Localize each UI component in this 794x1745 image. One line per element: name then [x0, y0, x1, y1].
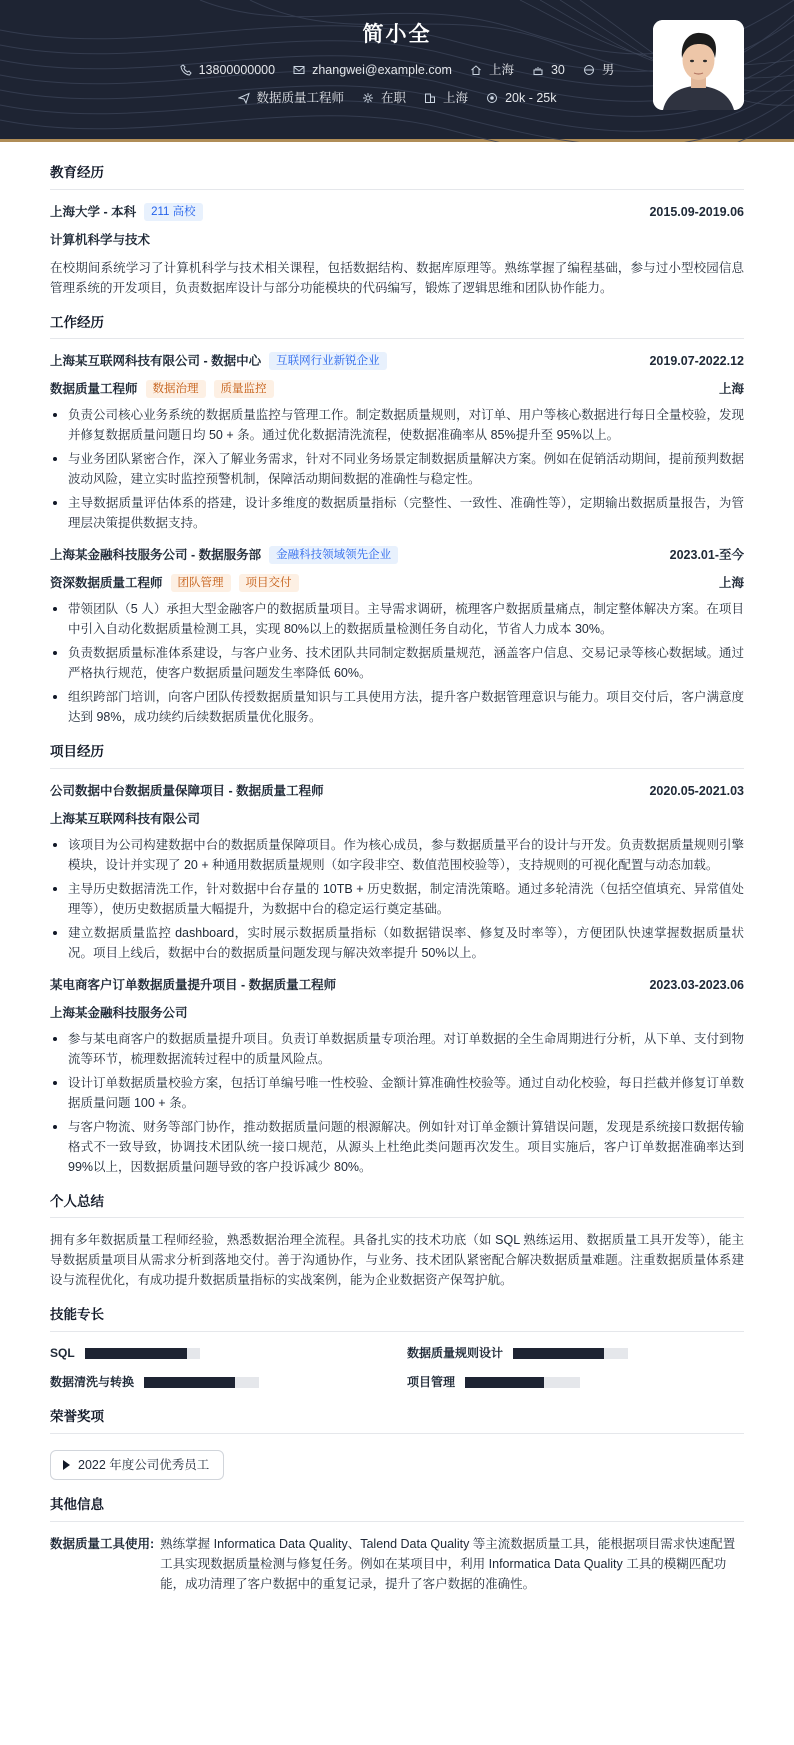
- skill-bar: [144, 1377, 259, 1388]
- role-name: 数据质量工程师: [50, 382, 138, 397]
- candidate-name: 简小全: [362, 23, 432, 46]
- send-icon: [238, 92, 250, 104]
- education-entry: [50, 202, 744, 298]
- work-date: 2023.01-至今: [669, 548, 744, 563]
- work-bullets: [50, 599, 744, 727]
- bullet-item: 主导历史数据清洗工作，针对数据中台存量的 10TB + 历史数据，制定清洗策略。通过多轮清洗（包括空值填充、异常值处理等），使历史数据质量大幅提升，为数据中台的稳定运行奠定基础。: [50, 879, 744, 919]
- salary-icon: [486, 92, 498, 104]
- email-item: [293, 60, 452, 80]
- company-name: 上海某金融科技服务公司 - 数据服务部: [50, 548, 262, 563]
- work-bullets: [50, 405, 744, 533]
- skill-bar: [85, 1348, 200, 1359]
- skill-item: [407, 1344, 744, 1363]
- skills-section: [50, 1304, 744, 1392]
- resume-header: [0, 0, 794, 142]
- project-date: 2020.05-2021.03: [649, 783, 744, 798]
- status-item: [362, 88, 406, 108]
- work-date: 2019.07-2022.12: [649, 354, 744, 369]
- skills-title: 技能专长: [50, 1304, 744, 1332]
- position-text: 数据质量工程师: [256, 91, 345, 105]
- work-entry: [50, 545, 744, 727]
- company-tag: 金融科技领域领先企业: [269, 546, 398, 564]
- major: 计算机科学与技术: [50, 232, 151, 247]
- bullet-item: 建立数据质量监控 dashboard，实时展示数据质量指标（如数据错误率、修复及时率等），方便团队快速掌握数据质量状况。项目上线后，数据中台的数据质量问题发现与解决效率提升 50%以上。: [50, 923, 744, 963]
- avatar-portrait: [653, 20, 744, 110]
- education-title: 教育经历: [50, 162, 744, 190]
- project-head: [50, 975, 744, 995]
- skill-item: [50, 1344, 387, 1363]
- work-section: [50, 312, 744, 728]
- skill-item: [407, 1373, 744, 1392]
- summary-title: 个人总结: [50, 1191, 744, 1219]
- profile-photo: [653, 20, 744, 110]
- skill-name: 数据质量规则设计: [407, 1345, 504, 1360]
- home-icon: [470, 64, 482, 76]
- bullet-item: 与客户物流、财务等部门协作，推动数据质量问题的根源解决。例如针对订单金额计算错误问题，发现是系统接口数据传输格式不一致导致，协调技术团队统一接口规范，从源头上杜绝此类问题再次发生。项目实施后，客户订单数据准确率达到 99%以上，因数据质量问题导致的客户投诉减少 80%。: [50, 1117, 744, 1177]
- project-bullets: [50, 835, 744, 963]
- awards-section: [50, 1406, 744, 1480]
- position-item: [238, 88, 345, 108]
- skill-bar-fill: [85, 1348, 187, 1359]
- work-role-row: [50, 379, 744, 399]
- school-name: 上海大学 - 本科: [50, 204, 137, 219]
- projects-title: 项目经历: [50, 741, 744, 769]
- skills-grid: [50, 1344, 744, 1392]
- skill-bar-fill: [144, 1377, 235, 1388]
- summary-text: 拥有多年数据质量工程师经验，熟悉数据治理全流程。具备扎实的技术功底（如 SQL 熟练运用、数据质量工具开发等），能主导数据质量项目从需求分析到落地交付。善于沟通协作，与业务、技术团队紧密配合解决数据质量难题。注重数据质量体系建设与流程优化，有成功提升数据质量指标的实战案例，能为企业数据资产保驾护航。: [50, 1233, 744, 1288]
- work-head: [50, 545, 744, 565]
- mail-icon: [293, 64, 305, 76]
- skill-name: 数据清洗与转换: [50, 1375, 135, 1390]
- skill-name: 项目管理: [407, 1375, 456, 1390]
- bullet-item: 负责公司核心业务系统的数据质量监控与管理工作。制定数据质量规则，对订单、用户等核心数据进行每日全量校验，发现并修复数据质量问题日均 50 + 条。通过优化数据清洗流程，使数据准确率从 85%提升至 95%以上。: [50, 405, 744, 445]
- award-text: 2022 年度公司优秀员工: [78, 1457, 210, 1472]
- role-tag: 项目交付: [239, 574, 299, 592]
- salary-text: 20k - 25k: [505, 91, 557, 105]
- work-location: 上海: [718, 382, 744, 397]
- bullet-item: 参与某电商客户的数据质量提升项目。负责订单数据质量专项治理。对订单数据的全生命周期进行分析，从下单、支付到物流等环节，梳理数据流转过程中的质量风险点。: [50, 1029, 744, 1069]
- work-entry: [50, 351, 744, 533]
- home-item: [470, 60, 514, 80]
- city-text: 上海: [443, 91, 469, 105]
- education-date: 2015.09-2019.06: [649, 204, 744, 219]
- age-text: 30: [550, 63, 565, 77]
- other-value: 熟练掌握 Informatica Data Quality、Talend Data Quality 等主流数据质量工具，能根据项目需求快速配置工具实现数据质量检测与修复任务。例如在某项目中，利用 Informatica Data Quality 工具的模糊匹配功能，成功清理了客户数据中的重复记录，提升了客户数据的准确性。: [160, 1536, 736, 1591]
- bullet-item: 与业务团队紧密合作，深入了解业务需求，针对不同业务场景定制数据质量解决方案。例如在促销活动期间，提前预判数据波动风险，建立实时监控预警机制，保障活动期间数据的准确性与稳定性。: [50, 449, 744, 489]
- other-key: 数据质量工具使用:: [50, 1536, 155, 1551]
- project-org: 上海某金融科技服务公司: [50, 1005, 188, 1020]
- building-icon: [424, 92, 436, 104]
- education-section: [50, 162, 744, 298]
- bullet-item: 负责数据质量标准体系建设，与客户业务、技术团队共同制定数据质量规范，涵盖客户信息、交易记录等核心数据域。通过严格执行规范，使客户数据质量问题发生率降低 60%。: [50, 643, 744, 683]
- projects-section: [50, 741, 744, 1177]
- phone-icon: [180, 64, 192, 76]
- caret-right-icon: [63, 1460, 70, 1470]
- resume-body: [0, 142, 794, 1628]
- other-section: [50, 1494, 744, 1594]
- skill-item: [50, 1373, 387, 1392]
- status-icon: [362, 92, 374, 104]
- awards-title: 荣誉奖项: [50, 1406, 744, 1434]
- school-tag: 211 高校: [144, 203, 203, 221]
- role-tag: 团队管理: [171, 574, 231, 592]
- phone-item: [180, 60, 275, 80]
- company-tag: 互联网行业新锐企业: [269, 352, 387, 370]
- project-name: 某电商客户订单数据质量提升项目 - 数据质量工程师: [50, 977, 337, 992]
- other-row: [50, 1534, 744, 1594]
- salary-item: [486, 88, 556, 108]
- gender-icon: [583, 64, 595, 76]
- education-head: [50, 202, 744, 222]
- award-item[interactable]: [50, 1450, 224, 1480]
- gender-item: [583, 60, 615, 80]
- project-head: [50, 781, 744, 801]
- education-desc: 在校期间系统学习了计算机科学与技术相关课程，包括数据结构、数据库原理等。熟练掌握了编程基础，参与过小型校园信息管理系统的开发项目，负责数据库设计与部分功能模块的代码编写，锻炼了逻辑思维和团队协作能力。: [50, 260, 744, 295]
- email-text: zhangwei@example.com: [312, 63, 452, 77]
- work-role-row: [50, 573, 744, 593]
- role-tag: 数据治理: [146, 380, 206, 398]
- skill-bar: [513, 1348, 628, 1359]
- project-entry: [50, 781, 744, 963]
- summary-section: [50, 1191, 744, 1291]
- age-icon: [532, 64, 544, 76]
- role-tag: 质量监控: [214, 380, 274, 398]
- project-bullets: [50, 1029, 744, 1177]
- role-name: 资深数据质量工程师: [50, 576, 163, 591]
- bullet-item: 组织跨部门培训，向客户团队传授数据质量知识与工具使用方法，提升客户数据管理意识与能力。项目交付后，客户满意度达到 98%，成功续约后续数据质量优化服务。: [50, 687, 744, 727]
- bullet-item: 主导数据质量评估体系的搭建，设计多维度的数据质量指标（完整性、一致性、准确性等），定期输出数据质量报告，为管理层决策提供数据支持。: [50, 493, 744, 533]
- skill-bar-fill: [465, 1377, 544, 1388]
- work-head: [50, 351, 744, 371]
- city-item: [424, 88, 468, 108]
- project-date: 2023.03-2023.06: [649, 977, 744, 992]
- skill-bar-fill: [513, 1348, 604, 1359]
- company-name: 上海某互联网科技有限公司 - 数据中心: [50, 354, 262, 369]
- work-location: 上海: [718, 576, 744, 591]
- skill-bar: [465, 1377, 580, 1388]
- work-title: 工作经历: [50, 312, 744, 340]
- skill-name: SQL: [50, 1345, 75, 1360]
- gender-text: 男: [601, 63, 615, 77]
- project-org: 上海某互联网科技有限公司: [50, 811, 201, 826]
- project-name: 公司数据中台数据质量保障项目 - 数据质量工程师: [50, 783, 324, 798]
- home-text: 上海: [488, 63, 514, 77]
- bullet-item: 设计订单数据质量校验方案，包括订单编号唯一性校验、金额计算准确性校验等。通过自动化校验，每日拦截并修复订单数据质量问题 100 + 条。: [50, 1073, 744, 1113]
- bullet-item: 该项目为公司构建数据中台的数据质量保障项目。作为核心成员，参与数据质量平台的设计与开发。负责数据质量规则引擎模块，设计并实现了 20 + 种通用数据质量规则（如字段非空、数值范围校验等），支持规则的可视化配置与动态加载。: [50, 835, 744, 875]
- other-title: 其他信息: [50, 1494, 744, 1522]
- age-item: [532, 60, 565, 80]
- phone-text: 13800000000: [198, 63, 276, 77]
- bullet-item: 带领团队（5 人）承担大型金融客户的数据质量项目。主导需求调研，梳理客户数据质量痛点，制定整体解决方案。在项目中引入自动化数据质量检测工具，实现 80%以上的数据质量检测任务自动化，节省人力成本 30%。: [50, 599, 744, 639]
- status-text: 在职: [381, 91, 407, 105]
- project-entry: [50, 975, 744, 1177]
